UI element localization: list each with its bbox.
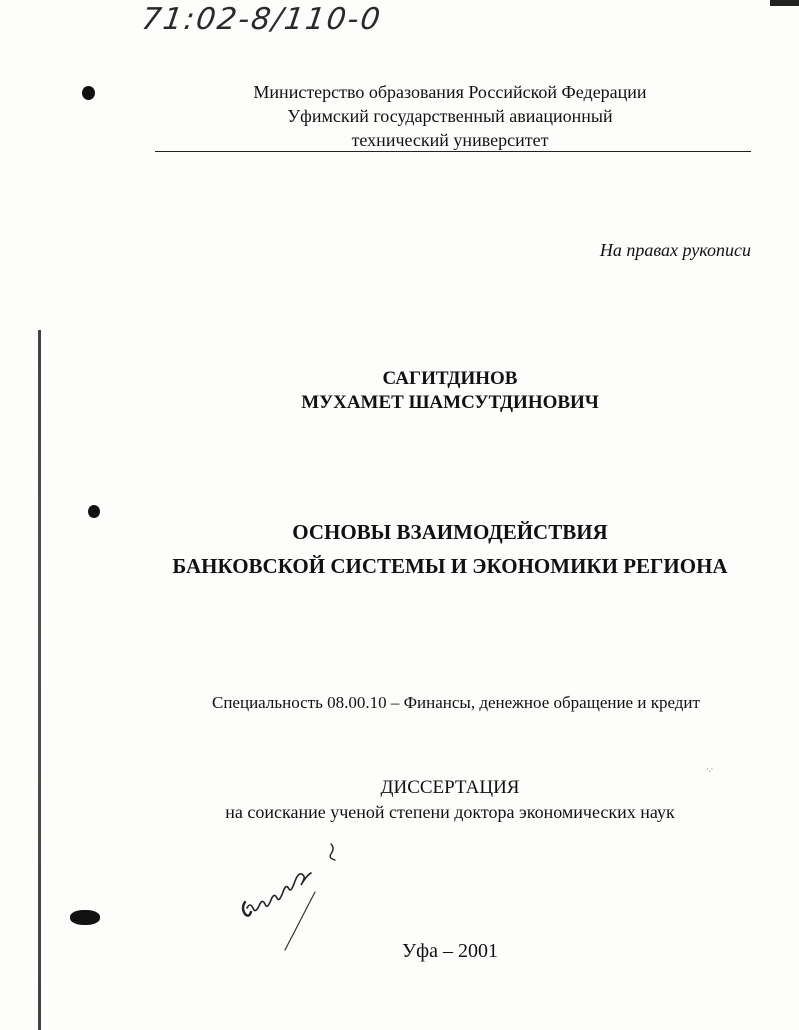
dissertation-block [150, 776, 750, 824]
university-line-2: технический университет [351, 130, 549, 150]
specialty-line: Специальность 08.00.10 – Финансы, денежное обращение и кредит [212, 693, 700, 712]
author-block [150, 367, 750, 415]
handwritten-archive-code: 71:02-8/110-0 [139, 2, 385, 37]
university-line-1: Уфимский государственный авиационный [287, 106, 613, 126]
scan-speck: ·.· [706, 765, 714, 774]
dissertation-title [150, 515, 750, 583]
binding-hole-mark [88, 505, 100, 518]
dissertation-kind: ДИССЕРТАЦИЯ [380, 777, 520, 798]
city-year: Уфа – 2001 [402, 940, 498, 962]
scan-corner-artifact [770, 0, 799, 6]
author-name: МУХАМЕТ ШАМСУТДИНОВИЧ [301, 392, 599, 413]
header-divider [155, 151, 751, 152]
rights-note: На правах рукописи [599, 240, 751, 260]
binding-hole-mark [82, 86, 95, 100]
title-line-2: БАНКОВСКОЙ СИСТЕМЫ И ЭКОНОМИКИ РЕГИОНА [172, 554, 728, 578]
institution-header [150, 80, 750, 152]
dissertation-purpose: на соискание ученой степени доктора экономических наук [225, 802, 675, 822]
binding-hole-mark [70, 910, 100, 925]
title-line-1: ОСНОВЫ ВЗАИМОДЕЙСТВИЯ [292, 520, 608, 544]
scan-edge-artifact [38, 330, 41, 1030]
ministry-line: Министерство образования Российской Федерации [253, 82, 647, 102]
author-surname: САГИТДИНОВ [382, 368, 518, 389]
